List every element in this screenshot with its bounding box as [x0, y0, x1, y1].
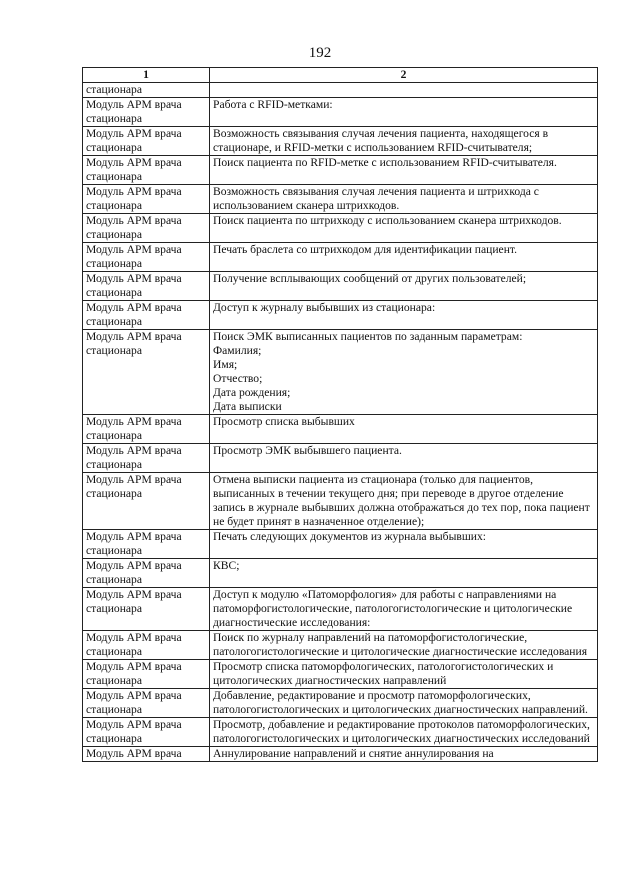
module-cell: Модуль АРМ врача стационара	[83, 631, 210, 660]
requirements-table	[82, 67, 598, 762]
table-row	[83, 559, 598, 588]
function-cell: Поиск пациента по штрихкоду с использованием сканера штрихкодов.	[210, 214, 598, 243]
function-cell: Добавление, редактирование и просмотр патоморфологических, патологогистологических и цитологических диагностических направлений.	[210, 689, 598, 718]
module-cell: стационара	[83, 83, 210, 98]
table-row	[83, 127, 598, 156]
table-row	[83, 473, 598, 530]
function-cell: Возможность связывания случая лечения пациента и штрихкода с использованием сканера штрихкодов.	[210, 185, 598, 214]
column-header-1: 1	[83, 68, 210, 83]
module-cell: Модуль АРМ врача стационара	[83, 660, 210, 689]
table-row	[83, 747, 598, 762]
module-cell: Модуль АРМ врача стационара	[83, 243, 210, 272]
function-cell: Поиск по журналу направлений на патоморфогистологические, патологогистологические и цитологические диагностические исследования	[210, 631, 598, 660]
function-cell: Работа с RFID-метками:	[210, 98, 598, 127]
function-cell: Поиск ЭМК выписанных пациентов по заданным параметрам: Фамилия; Имя; Отчество; Дата рождения; Дата выписки	[210, 330, 598, 415]
function-cell: Отмена выписки пациента из стационара (только для пациентов, выписанных в течении текущего дня; при переводе в другое отделение запись в журнале выбывших должна отображаться до тех пор, пока пациент не будет принят в назначенное отделение);	[210, 473, 598, 530]
table-row	[83, 98, 598, 127]
page-number: 192	[308, 45, 332, 61]
function-cell	[210, 83, 598, 98]
table-row	[83, 272, 598, 301]
function-cell: Просмотр списка выбывших	[210, 415, 598, 444]
module-cell: Модуль АРМ врача стационара	[83, 689, 210, 718]
module-cell: Модуль АРМ врача стационара	[83, 214, 210, 243]
module-cell: Модуль АРМ врача стационара	[83, 473, 210, 530]
table-row	[83, 185, 598, 214]
function-cell: Возможность связывания случая лечения пациента, находящегося в стационаре, и RFID-метки с использованием RFID-считывателя;	[210, 127, 598, 156]
table-row	[83, 718, 598, 747]
module-cell: Модуль АРМ врача стационара	[83, 272, 210, 301]
function-cell: КВС;	[210, 559, 598, 588]
table-row	[83, 214, 598, 243]
function-cell: Доступ к журналу выбывших из стационара:	[210, 301, 598, 330]
module-cell: Модуль АРМ врача стационара	[83, 156, 210, 185]
table-row	[83, 156, 598, 185]
module-cell: Модуль АРМ врача стационара	[83, 98, 210, 127]
table-row	[83, 588, 598, 631]
function-cell: Печать следующих документов из журнала выбывших:	[210, 530, 598, 559]
function-cell: Поиск пациента по RFID-метке с использованием RFID-считывателя.	[210, 156, 598, 185]
module-cell: Модуль АРМ врача стационара	[83, 444, 210, 473]
module-cell: Модуль АРМ врача стационара	[83, 718, 210, 747]
module-cell: Модуль АРМ врача стационара	[83, 530, 210, 559]
table-header-row	[83, 68, 598, 83]
table-row	[83, 660, 598, 689]
module-cell: Модуль АРМ врача	[83, 747, 210, 762]
function-cell: Просмотр ЭМК выбывшего пациента.	[210, 444, 598, 473]
table-row-continuation	[83, 83, 598, 98]
table-row	[83, 301, 598, 330]
table-row	[83, 444, 598, 473]
module-cell: Модуль АРМ врача стационара	[83, 185, 210, 214]
function-cell: Просмотр списка патоморфологических, патологогистологических и цитологических диагностических направлений	[210, 660, 598, 689]
function-cell: Получение всплывающих сообщений от других пользователей;	[210, 272, 598, 301]
column-header-2: 2	[210, 68, 598, 83]
module-cell: Модуль АРМ врача стационара	[83, 588, 210, 631]
function-cell: Доступ к модулю «Патоморфология» для работы с направлениями на патоморфогистологические, патологогистологические и цитологические диагностические исследования:	[210, 588, 598, 631]
function-cell: Аннулирование направлений и снятие аннулирования на	[210, 747, 598, 762]
module-cell: Модуль АРМ врача стационара	[83, 127, 210, 156]
table-row	[83, 415, 598, 444]
table-row	[83, 330, 598, 415]
module-cell: Модуль АРМ врача стационара	[83, 559, 210, 588]
module-cell: Модуль АРМ врача стационара	[83, 330, 210, 415]
module-cell: Модуль АРМ врача стационара	[83, 415, 210, 444]
function-cell: Печать браслета со штрихкодом для идентификации пациент.	[210, 243, 598, 272]
table-row	[83, 243, 598, 272]
table-row	[83, 530, 598, 559]
module-cell: Модуль АРМ врача стационара	[83, 301, 210, 330]
function-cell: Просмотр, добавление и редактирование протоколов патоморфологических, патологогистологических и цитологических диагностических исследований	[210, 718, 598, 747]
table-row	[83, 689, 598, 718]
table-row	[83, 631, 598, 660]
